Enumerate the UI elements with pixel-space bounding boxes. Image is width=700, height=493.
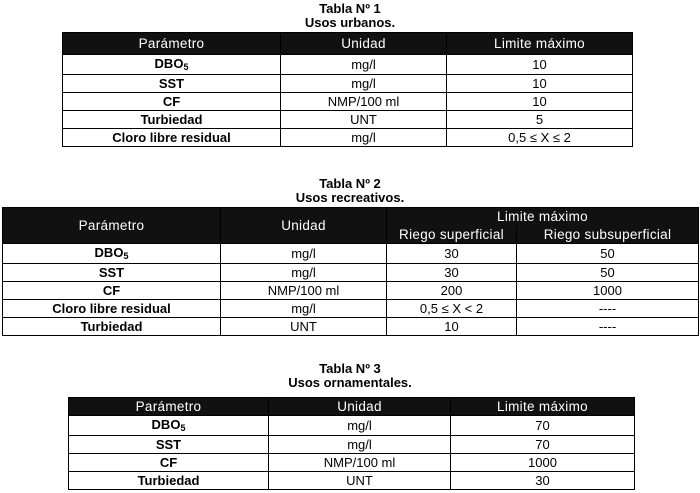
table2-cell-unit: UNT — [221, 318, 387, 336]
table-row — [69, 436, 635, 454]
table3-cell-unit: UNT — [269, 472, 451, 490]
table2-cell-subsuperficial: 1000 — [517, 282, 699, 300]
table3-cell-param: CF — [69, 454, 269, 472]
table-row — [3, 244, 699, 264]
table-row — [3, 264, 699, 282]
table2-cell-param: Cloro libre residual — [3, 300, 221, 318]
table3-header-unit: Unidad — [269, 398, 451, 416]
table2-cell-superficial: 10 — [387, 318, 517, 336]
table3-cell-param: $DBO_5$ — [69, 416, 269, 436]
table2-header-superficial: Riego superficial — [387, 226, 517, 244]
table3-subtitle: Usos ornamentales. — [288, 375, 412, 390]
table2-header-subsuperficial: Riego subsuperficial — [517, 226, 699, 244]
table2-cell-unit: mg/l — [221, 300, 387, 318]
table2-cell-superficial: 0,5 ≤ X < 2 — [387, 300, 517, 318]
table-row — [63, 129, 633, 147]
table-row — [63, 93, 633, 111]
table1-cell-param: Cloro libre residual — [63, 129, 281, 147]
table3-cell-limit: 1000 — [451, 454, 635, 472]
table3-cell-limit: 70 — [451, 436, 635, 454]
table2-subtitle: Usos recreativos. — [295, 190, 405, 205]
table1-caption — [0, 2, 700, 30]
table2-cell-param: Turbiedad — [3, 318, 221, 336]
table2-cell-unit: mg/l — [221, 264, 387, 282]
table3 — [68, 397, 635, 490]
table-row — [3, 282, 699, 300]
table1-header-row — [63, 33, 633, 55]
table2-cell-superficial: 30 — [387, 244, 517, 264]
table1-title: Tabla Nº 1 — [319, 1, 381, 16]
table2-header-row — [3, 208, 699, 226]
table-row — [3, 300, 699, 318]
table2-cell-subsuperficial: 50 — [517, 244, 699, 264]
table3-title: Tabla Nº 3 — [319, 361, 381, 376]
table1-cell-unit: mg/l — [281, 55, 447, 75]
table3-cell-unit: NMP/100 ml — [269, 454, 451, 472]
table1-cell-unit: mg/l — [281, 75, 447, 93]
table1-cell-unit: NMP/100 ml — [281, 93, 447, 111]
table1-subtitle: Usos urbanos. — [304, 15, 396, 30]
table2-cell-param: $DBO_5$ — [3, 244, 221, 264]
table2-cell-param: SST — [3, 264, 221, 282]
table-row — [63, 55, 633, 75]
table2-caption — [0, 177, 700, 205]
table2-header-unit: Unidad — [221, 208, 387, 244]
table3-cell-unit: mg/l — [269, 416, 451, 436]
table1-cell-param: CF — [63, 93, 281, 111]
table1-cell-limit: 10 — [447, 75, 633, 93]
table1-cell-param: SST — [63, 75, 281, 93]
table3-cell-limit: 70 — [451, 416, 635, 436]
table2-cell-superficial: 30 — [387, 264, 517, 282]
table-row — [69, 416, 635, 436]
table2-cell-subsuperficial: ---- — [517, 318, 699, 336]
table3-cell-unit: mg/l — [269, 436, 451, 454]
table-row — [63, 111, 633, 129]
table1-cell-param: $DBO_5$ — [63, 55, 281, 75]
table1-cell-unit: mg/l — [281, 129, 447, 147]
table1-cell-param: Turbiedad — [63, 111, 281, 129]
table2-cell-subsuperficial: ---- — [517, 300, 699, 318]
table-row — [69, 454, 635, 472]
table2-cell-superficial: 200 — [387, 282, 517, 300]
table-row — [69, 472, 635, 490]
table2-cell-unit: mg/l — [221, 244, 387, 264]
table2-header-limit: Limite máximo — [387, 208, 699, 226]
table1-cell-limit: 10 — [447, 93, 633, 111]
table1-cell-limit: 10 — [447, 55, 633, 75]
table3-header-limit: Limite máximo — [451, 398, 635, 416]
table3-caption — [0, 362, 700, 390]
table1 — [62, 32, 633, 147]
table1-header-param: Parámetro — [63, 33, 281, 55]
table3-header-param: Parámetro — [69, 398, 269, 416]
table1-cell-limit: 0,5 ≤ X ≤ 2 — [447, 129, 633, 147]
table1-cell-unit: UNT — [281, 111, 447, 129]
table2 — [2, 207, 699, 336]
table-row — [63, 75, 633, 93]
table3-cell-limit: 30 — [451, 472, 635, 490]
table1-cell-limit: 5 — [447, 111, 633, 129]
table2-cell-subsuperficial: 50 — [517, 264, 699, 282]
table3-cell-param: SST — [69, 436, 269, 454]
table3-header-row — [69, 398, 635, 416]
table2-cell-unit: NMP/100 ml — [221, 282, 387, 300]
table2-title: Tabla Nº 2 — [319, 176, 381, 191]
table2-cell-param: CF — [3, 282, 221, 300]
table3-cell-param: Turbiedad — [69, 472, 269, 490]
table-row — [3, 318, 699, 336]
table1-header-unit: Unidad — [281, 33, 447, 55]
table2-header-param: Parámetro — [3, 208, 221, 244]
table1-header-limit: Limite máximo — [447, 33, 633, 55]
